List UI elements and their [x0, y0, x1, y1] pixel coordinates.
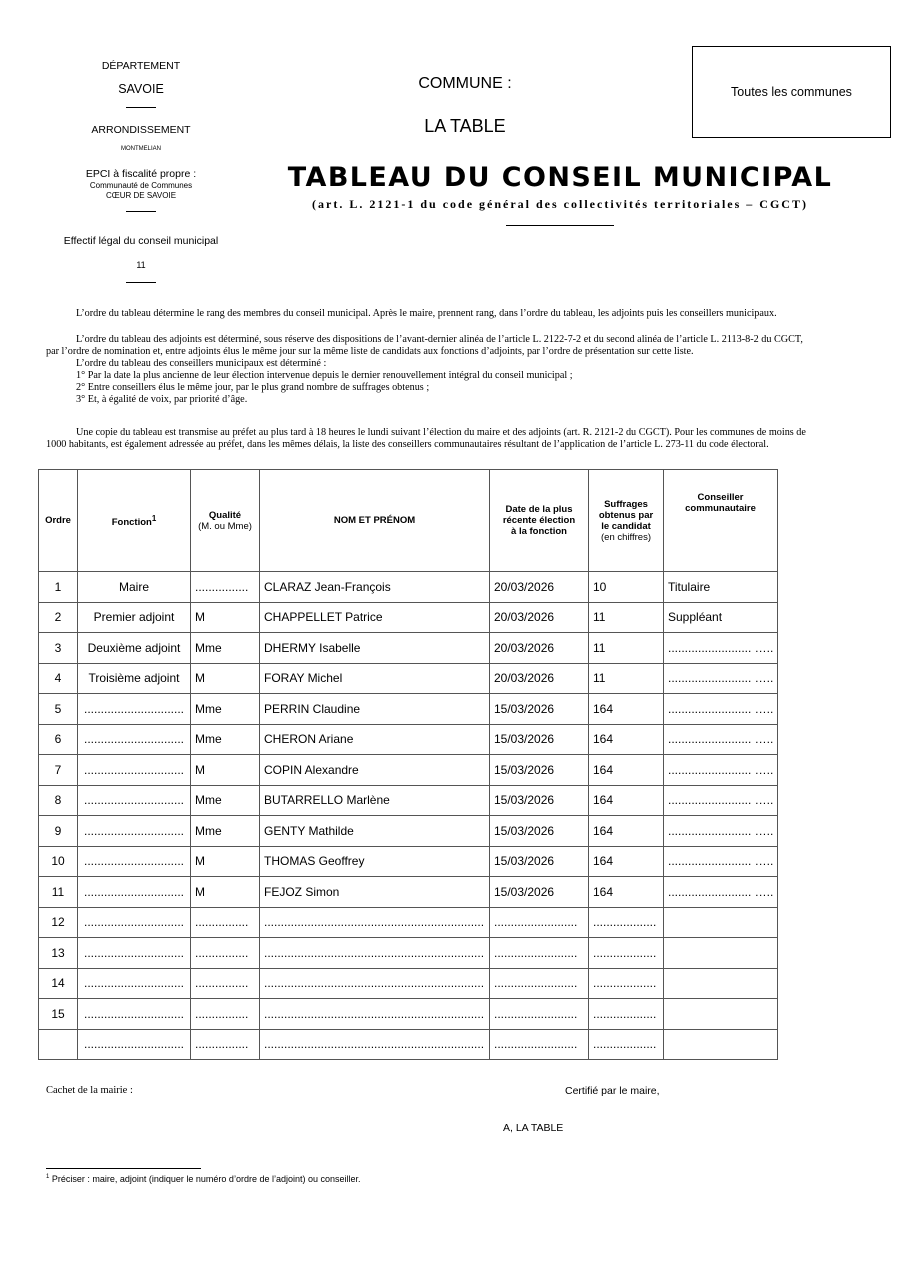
cell-date: 20/03/2026	[490, 572, 589, 603]
table-row	[39, 785, 778, 816]
header-suffrages-label: Suffrages obtenus par le candidat	[598, 498, 654, 532]
cell-nom: ..................................................................	[260, 968, 490, 999]
title-divider	[506, 225, 614, 226]
cell-nom: DHERMY Isabelle	[260, 633, 490, 664]
communes-box	[692, 46, 891, 138]
arrondissement-label: ARRONDISSEMENT	[91, 124, 191, 136]
signature-place: A, LA TABLE	[503, 1122, 564, 1134]
cell-fonction: ..............................	[78, 785, 191, 816]
footnote	[46, 1174, 361, 1184]
epci-line1: Communauté de Communes	[89, 181, 193, 190]
cell-nom: CHAPPELLET Patrice	[260, 602, 490, 633]
cell-qualite: Mme	[191, 724, 260, 755]
header-ordre: Ordre	[39, 470, 78, 572]
cell-qualite: ................	[191, 907, 260, 938]
certifie-label: Certifié par le maire,	[565, 1085, 660, 1097]
footnote-number: 1	[46, 1174, 50, 1180]
cell-suffrages: 164	[589, 877, 664, 908]
cell-ordre: 6	[39, 724, 78, 755]
cell-ordre: 10	[39, 846, 78, 877]
cell-nom: COPIN Alexandre	[260, 755, 490, 786]
cell-fonction: ..............................	[78, 816, 191, 847]
cell-nom: THOMAS Geoffrey	[260, 846, 490, 877]
cachet-label: Cachet de la mairie :	[46, 1085, 133, 1096]
cell-ordre: 8	[39, 785, 78, 816]
cell-date: 15/03/2026	[490, 724, 589, 755]
cell-suffrages: 164	[589, 785, 664, 816]
cell-ordre: 9	[39, 816, 78, 847]
cell-qualite: Mme	[191, 694, 260, 725]
cell-ordre: 4	[39, 663, 78, 694]
cell-date: 20/03/2026	[490, 633, 589, 664]
page-subtitle: (art. L. 2121-1 du code général des collectivités territoriales – CGCT)	[312, 197, 808, 211]
cell-conseiller: ......................... …..	[664, 877, 778, 908]
paragraph-line: L’ordre du tableau détermine le rang des membres du conseil municipal. Après le maire, prennent rang, dans l’ordre du tableau, les adjoints puis les conseillers municipaux.	[76, 308, 777, 319]
cell-qualite: M	[191, 602, 260, 633]
epci-line2: CŒUR DE SAVOIE	[105, 191, 177, 200]
paragraph	[46, 308, 856, 320]
paragraph	[46, 427, 856, 451]
cell-qualite: ................	[191, 1029, 260, 1060]
cell-qualite: Mme	[191, 816, 260, 847]
cell-fonction: ..............................	[78, 694, 191, 725]
cell-conseiller	[664, 938, 778, 969]
cell-fonction: ..............................	[78, 846, 191, 877]
table-header-row	[39, 470, 778, 572]
cell-suffrages: ...................	[589, 907, 664, 938]
cell-nom: FORAY Michel	[260, 663, 490, 694]
cell-date: 15/03/2026	[490, 755, 589, 786]
cell-suffrages: 164	[589, 816, 664, 847]
table-row	[39, 1029, 778, 1060]
cell-nom: PERRIN Claudine	[260, 694, 490, 725]
cell-conseiller	[664, 999, 778, 1030]
cell-fonction: ..............................	[78, 724, 191, 755]
communes-box-text: Toutes les communes	[731, 85, 852, 99]
paragraph	[46, 334, 856, 406]
header-qualite	[191, 470, 260, 572]
commune-label: COMMUNE :	[418, 75, 512, 92]
cell-date: .........................	[490, 999, 589, 1030]
cell-nom: CLARAZ Jean-François	[260, 572, 490, 603]
arrondissement-value: MONTMELIAN	[120, 146, 161, 152]
cell-suffrages: 10	[589, 572, 664, 603]
cell-nom: FEJOZ Simon	[260, 877, 490, 908]
divider	[126, 107, 156, 108]
cell-conseiller: ......................... …..	[664, 694, 778, 725]
cell-suffrages: 11	[589, 602, 664, 633]
departement-label: DÉPARTEMENT	[101, 60, 181, 72]
header-nom: NOM ET PRÉNOM	[260, 470, 490, 572]
cell-date: .........................	[490, 1029, 589, 1060]
cell-conseiller: ......................... …..	[664, 724, 778, 755]
cell-ordre: 7	[39, 755, 78, 786]
table-row	[39, 633, 778, 664]
cell-ordre: 2	[39, 602, 78, 633]
cell-qualite: ................	[191, 999, 260, 1030]
footnote-divider	[46, 1168, 201, 1169]
cell-fonction: Maire	[78, 572, 191, 603]
table-row	[39, 694, 778, 725]
cell-conseiller: ......................... …..	[664, 663, 778, 694]
epci-label: EPCI à fiscalité propre :	[85, 168, 197, 180]
cell-conseiller	[664, 1029, 778, 1060]
page-title: TABLEAU DU CONSEIL MUNICIPAL	[287, 162, 833, 193]
header-suffrages	[589, 470, 664, 572]
paragraph-line: L’ordre du tableau des conseillers municipaux est déterminé :	[76, 358, 327, 369]
cell-ordre: 15	[39, 999, 78, 1030]
cell-qualite: ................	[191, 572, 260, 603]
cell-fonction: ..............................	[78, 938, 191, 969]
cell-fonction: ..............................	[78, 968, 191, 999]
header-date: Date de la plus récente élection à la fonction	[490, 470, 589, 572]
cell-fonction: Troisième adjoint	[78, 663, 191, 694]
table-row	[39, 938, 778, 969]
cell-conseiller: Suppléant	[664, 602, 778, 633]
effectif-value: 11	[136, 260, 146, 270]
cell-ordre: 5	[39, 694, 78, 725]
table-body	[39, 572, 778, 1060]
footnote-ref: 1	[151, 513, 157, 523]
header-fonction	[78, 470, 191, 572]
cell-date: 15/03/2026	[490, 816, 589, 847]
paragraph-line: 3° Et, à égalité de voix, par priorité d’âge.	[76, 394, 248, 405]
cell-ordre: 12	[39, 907, 78, 938]
cell-suffrages: 164	[589, 755, 664, 786]
cell-conseiller	[664, 907, 778, 938]
table-row	[39, 724, 778, 755]
cell-conseiller: ......................... …..	[664, 785, 778, 816]
cell-suffrages: 164	[589, 694, 664, 725]
paragraph-line: Une copie du tableau est transmise au préfet au plus tard à 18 heures le lundi suivant l’élection du maire et des adjoints (art. R. 2121-2 du CGCT). Pour les communes de moins de	[76, 427, 806, 438]
table-row	[39, 572, 778, 603]
cell-qualite: ................	[191, 968, 260, 999]
cell-conseiller: ......................... …..	[664, 633, 778, 664]
cell-suffrages: ...................	[589, 1029, 664, 1060]
cell-suffrages: ...................	[589, 968, 664, 999]
cell-date: .........................	[490, 938, 589, 969]
table-row	[39, 846, 778, 877]
header-qualite-sub: (M. ou Mme)	[198, 520, 252, 532]
conseil-table	[38, 469, 778, 1060]
cell-ordre	[39, 1029, 78, 1060]
header-qualite-label: Qualité	[208, 509, 242, 521]
cell-suffrages: 11	[589, 633, 664, 664]
cell-qualite: Mme	[191, 633, 260, 664]
cell-conseiller: ......................... …..	[664, 846, 778, 877]
effectif-label: Effectif légal du conseil municipal	[63, 235, 219, 247]
cell-fonction: ..............................	[78, 999, 191, 1030]
divider	[126, 282, 156, 283]
footnote-text: Préciser : maire, adjoint (indiquer le numéro d’ordre de l’adjoint) ou conseiller.	[51, 1174, 361, 1184]
cell-nom: CHERON Ariane	[260, 724, 490, 755]
cell-fonction: Premier adjoint	[78, 602, 191, 633]
cell-nom: ..................................................................	[260, 938, 490, 969]
cell-fonction: ..............................	[78, 755, 191, 786]
cell-ordre: 11	[39, 877, 78, 908]
cell-date: .........................	[490, 907, 589, 938]
cell-suffrages: ...................	[589, 999, 664, 1030]
table-row	[39, 999, 778, 1030]
table-row	[39, 663, 778, 694]
cell-date: 15/03/2026	[490, 877, 589, 908]
cell-nom: ..................................................................	[260, 907, 490, 938]
header-suffrages-sub: (en chiffres)	[601, 531, 651, 543]
paragraph-line: 1° Par la date la plus ancienne de leur élection intervenue depuis le dernier renouvellement intégral du conseil municipal ;	[76, 370, 573, 381]
table-row	[39, 877, 778, 908]
cell-qualite: M	[191, 663, 260, 694]
table-row	[39, 816, 778, 847]
cell-date: 20/03/2026	[490, 602, 589, 633]
cell-fonction: Deuxième adjoint	[78, 633, 191, 664]
header-conseiller: Conseiller communautaire	[664, 470, 778, 572]
table-row	[39, 907, 778, 938]
cell-ordre: 3	[39, 633, 78, 664]
cell-fonction: ..............................	[78, 877, 191, 908]
cell-qualite: M	[191, 846, 260, 877]
cell-ordre: 13	[39, 938, 78, 969]
paragraph-line: 1000 habitants, est également adressée au préfet, dans les mêmes délais, la liste des conseillers communautaires résultant de l’application de l’article L. 273-11 du code électoral.	[46, 439, 769, 450]
cell-nom: GENTY Mathilde	[260, 816, 490, 847]
cell-suffrages: ...................	[589, 938, 664, 969]
cell-date: 15/03/2026	[490, 785, 589, 816]
header-fonction-label: Fonction	[111, 517, 152, 529]
cell-qualite: Mme	[191, 785, 260, 816]
commune-name: LA TABLE	[424, 116, 506, 136]
cell-ordre: 14	[39, 968, 78, 999]
divider	[126, 211, 156, 212]
paragraph-line: par l’ordre de nomination et, entre adjoints élus le même jour sur la même liste de candidats aux fonctions d’adjoints, par l’ordre de présentation sur cette liste.	[46, 346, 694, 357]
departement-value: SAVOIE	[118, 82, 164, 96]
cell-conseiller	[664, 968, 778, 999]
cell-suffrages: 164	[589, 846, 664, 877]
cell-date: 15/03/2026	[490, 846, 589, 877]
paragraph-line: L’ordre du tableau des adjoints est déterminé, sous réserve des dispositions de l’avant-dernier alinéa de l’article L. 2122-7-2 et du second alinéa de l’article L. 2113-8-2 du CGCT,	[76, 334, 803, 345]
cell-date: 20/03/2026	[490, 663, 589, 694]
cell-conseiller: Titulaire	[664, 572, 778, 603]
table-row	[39, 755, 778, 786]
cell-date: 15/03/2026	[490, 694, 589, 725]
table-row	[39, 968, 778, 999]
cell-nom: BUTARRELLO Marlène	[260, 785, 490, 816]
cell-nom: ..................................................................	[260, 999, 490, 1030]
cell-suffrages: 11	[589, 663, 664, 694]
cell-ordre: 1	[39, 572, 78, 603]
cell-suffrages: 164	[589, 724, 664, 755]
table-row	[39, 602, 778, 633]
cell-fonction: ..............................	[78, 1029, 191, 1060]
cell-conseiller: ......................... …..	[664, 816, 778, 847]
cell-qualite: M	[191, 755, 260, 786]
cell-qualite: ................	[191, 938, 260, 969]
cell-nom: ..................................................................	[260, 1029, 490, 1060]
cell-qualite: M	[191, 877, 260, 908]
cell-date: .........................	[490, 968, 589, 999]
cell-fonction: ..............................	[78, 907, 191, 938]
cell-conseiller: ......................... …..	[664, 755, 778, 786]
paragraph-line: 2° Entre conseillers élus le même jour, par le plus grand nombre de suffrages obtenus ;	[76, 382, 430, 393]
